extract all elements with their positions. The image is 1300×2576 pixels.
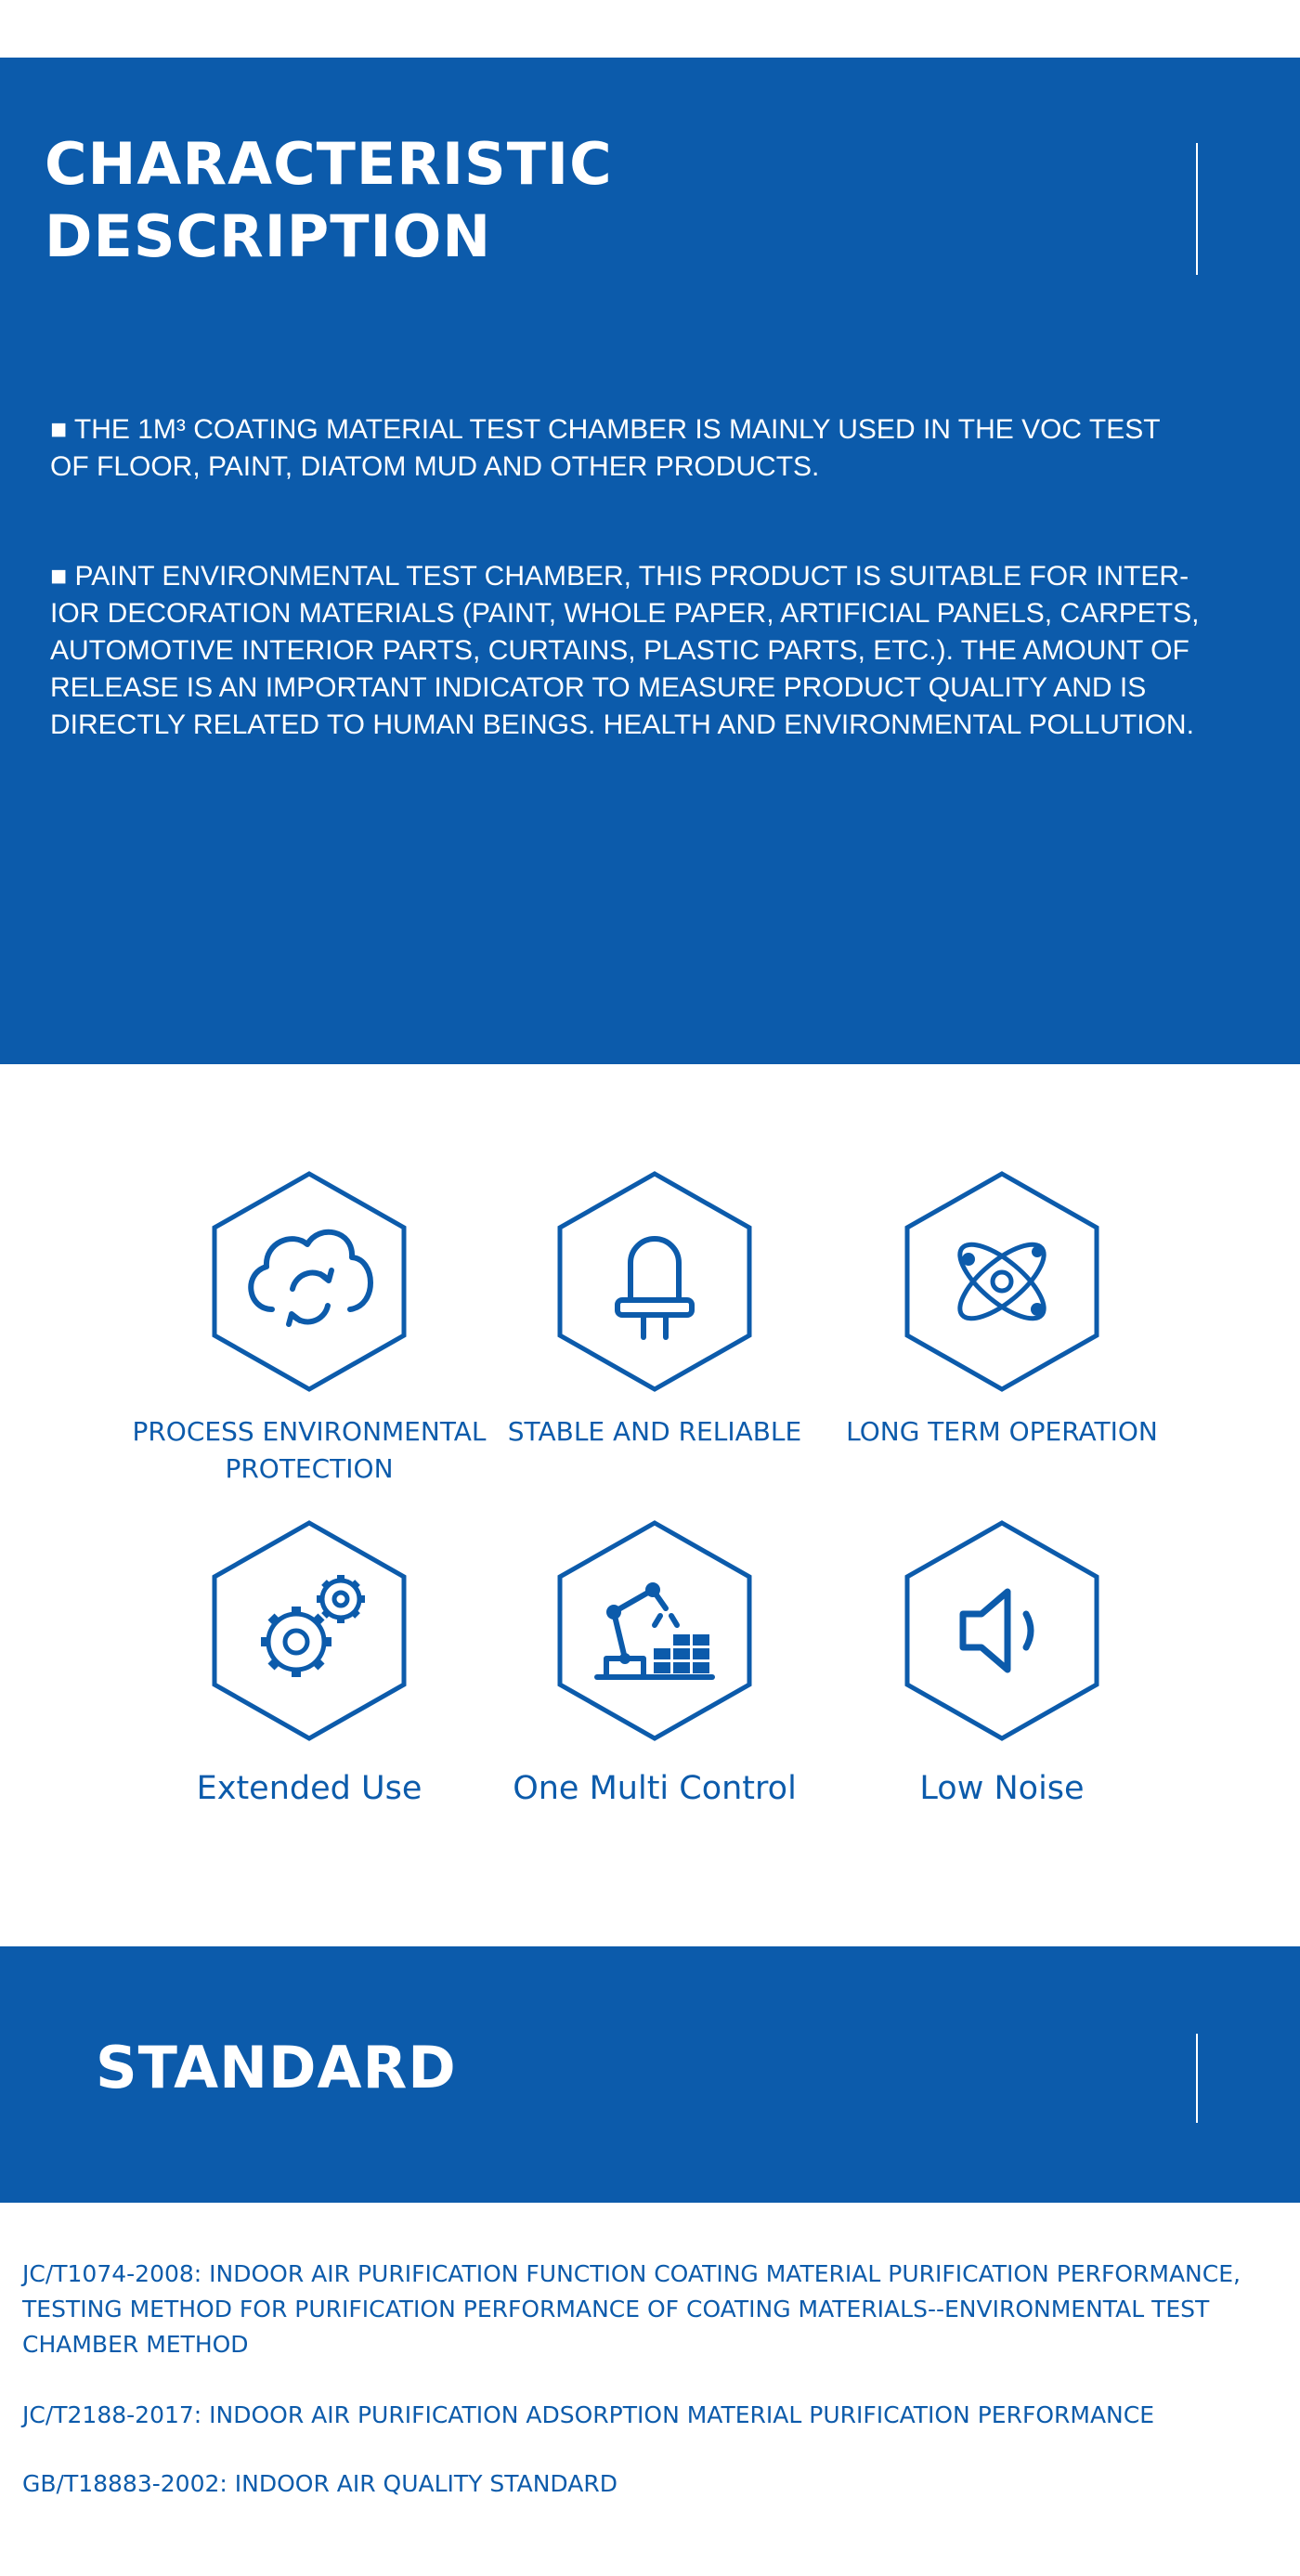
- feature-long-term-operation: [816, 1170, 1188, 1451]
- cloud-sync-icon: [211, 1170, 408, 1393]
- standard-item: GB/T18883-2002: INDOOR AIR QUALITY STANDARD: [22, 2470, 618, 2497]
- description-paragraph: ■ PAINT ENVIRONMENTAL TEST CHAMBER, THIS PRODUCT IS SUITABLE FOR INTER- IOR DECORATION MATERIALS (PAINT, WHOLE PAPER, ARTIFICIAL PANELS, CARPETS, AUTOMOTIVE INTERIOR PARTS, CURTAINS, PLASTIC PARTS, ETC.). THE AMOUNT OF RELEASE IS AN IMPORTANT INDICATOR TO MEASURE PRODUCT QUALITY AND IS DIRECTLY RELATED TO HUMAN BEINGS. HEALTH AND ENVIRONMENTAL POLLUTION.: [50, 561, 1200, 740]
- standard-heading: STANDARD: [96, 2034, 457, 2101]
- feature-one-multi-control: [469, 1519, 840, 1809]
- standard-item: JC/T2188-2017: INDOOR AIR PURIFICATION ADSORPTION MATERIAL PURIFICATION PERFORMANCE: [22, 2401, 1154, 2428]
- feature-process-environmental-protection: [124, 1170, 495, 1488]
- robot-arm-icon: [556, 1519, 753, 1742]
- feature-label: One Multi Control: [513, 1770, 797, 1807]
- atom-icon: [904, 1170, 1100, 1393]
- feature-label: STABLE AND RELIABLE: [507, 1416, 802, 1447]
- led-bulb-icon: [556, 1170, 753, 1393]
- speaker-icon: [904, 1519, 1100, 1742]
- standard-item: JC/T1074-2008: INDOOR AIR PURIFICATION FUNCTION COATING MATERIAL PURIFICATION PERFORMANCE, TESTING METHOD FOR PURIFICATION PERFORMANCE OF COATING MATERIALS--ENVIRONMENTAL TEST CHAMBER METHOD: [22, 2260, 1241, 2358]
- feature-extended-use: [124, 1519, 495, 1809]
- feature-label: PROCESS ENVIRONMENTAL PROTECTION: [132, 1416, 487, 1484]
- description-paragraph: ■ THE 1M³ COATING MATERIAL TEST CHAMBER IS MAINLY USED IN THE VOC TEST OF FLOOR, PAINT, DIATOM MUD AND OTHER PRODUCTS.: [50, 414, 1161, 482]
- feature-low-noise: [816, 1519, 1188, 1809]
- feature-label: Low Noise: [919, 1770, 1085, 1807]
- feature-stable-and-reliable: [469, 1170, 840, 1451]
- gears-icon: [211, 1519, 408, 1742]
- heading-divider: [1196, 2034, 1198, 2123]
- feature-label: LONG TERM OPERATION: [846, 1416, 1158, 1447]
- characteristic-heading: CHARACTERISTIC DESCRIPTION: [45, 130, 613, 270]
- heading-divider: [1196, 143, 1198, 275]
- feature-label: Extended Use: [196, 1770, 422, 1807]
